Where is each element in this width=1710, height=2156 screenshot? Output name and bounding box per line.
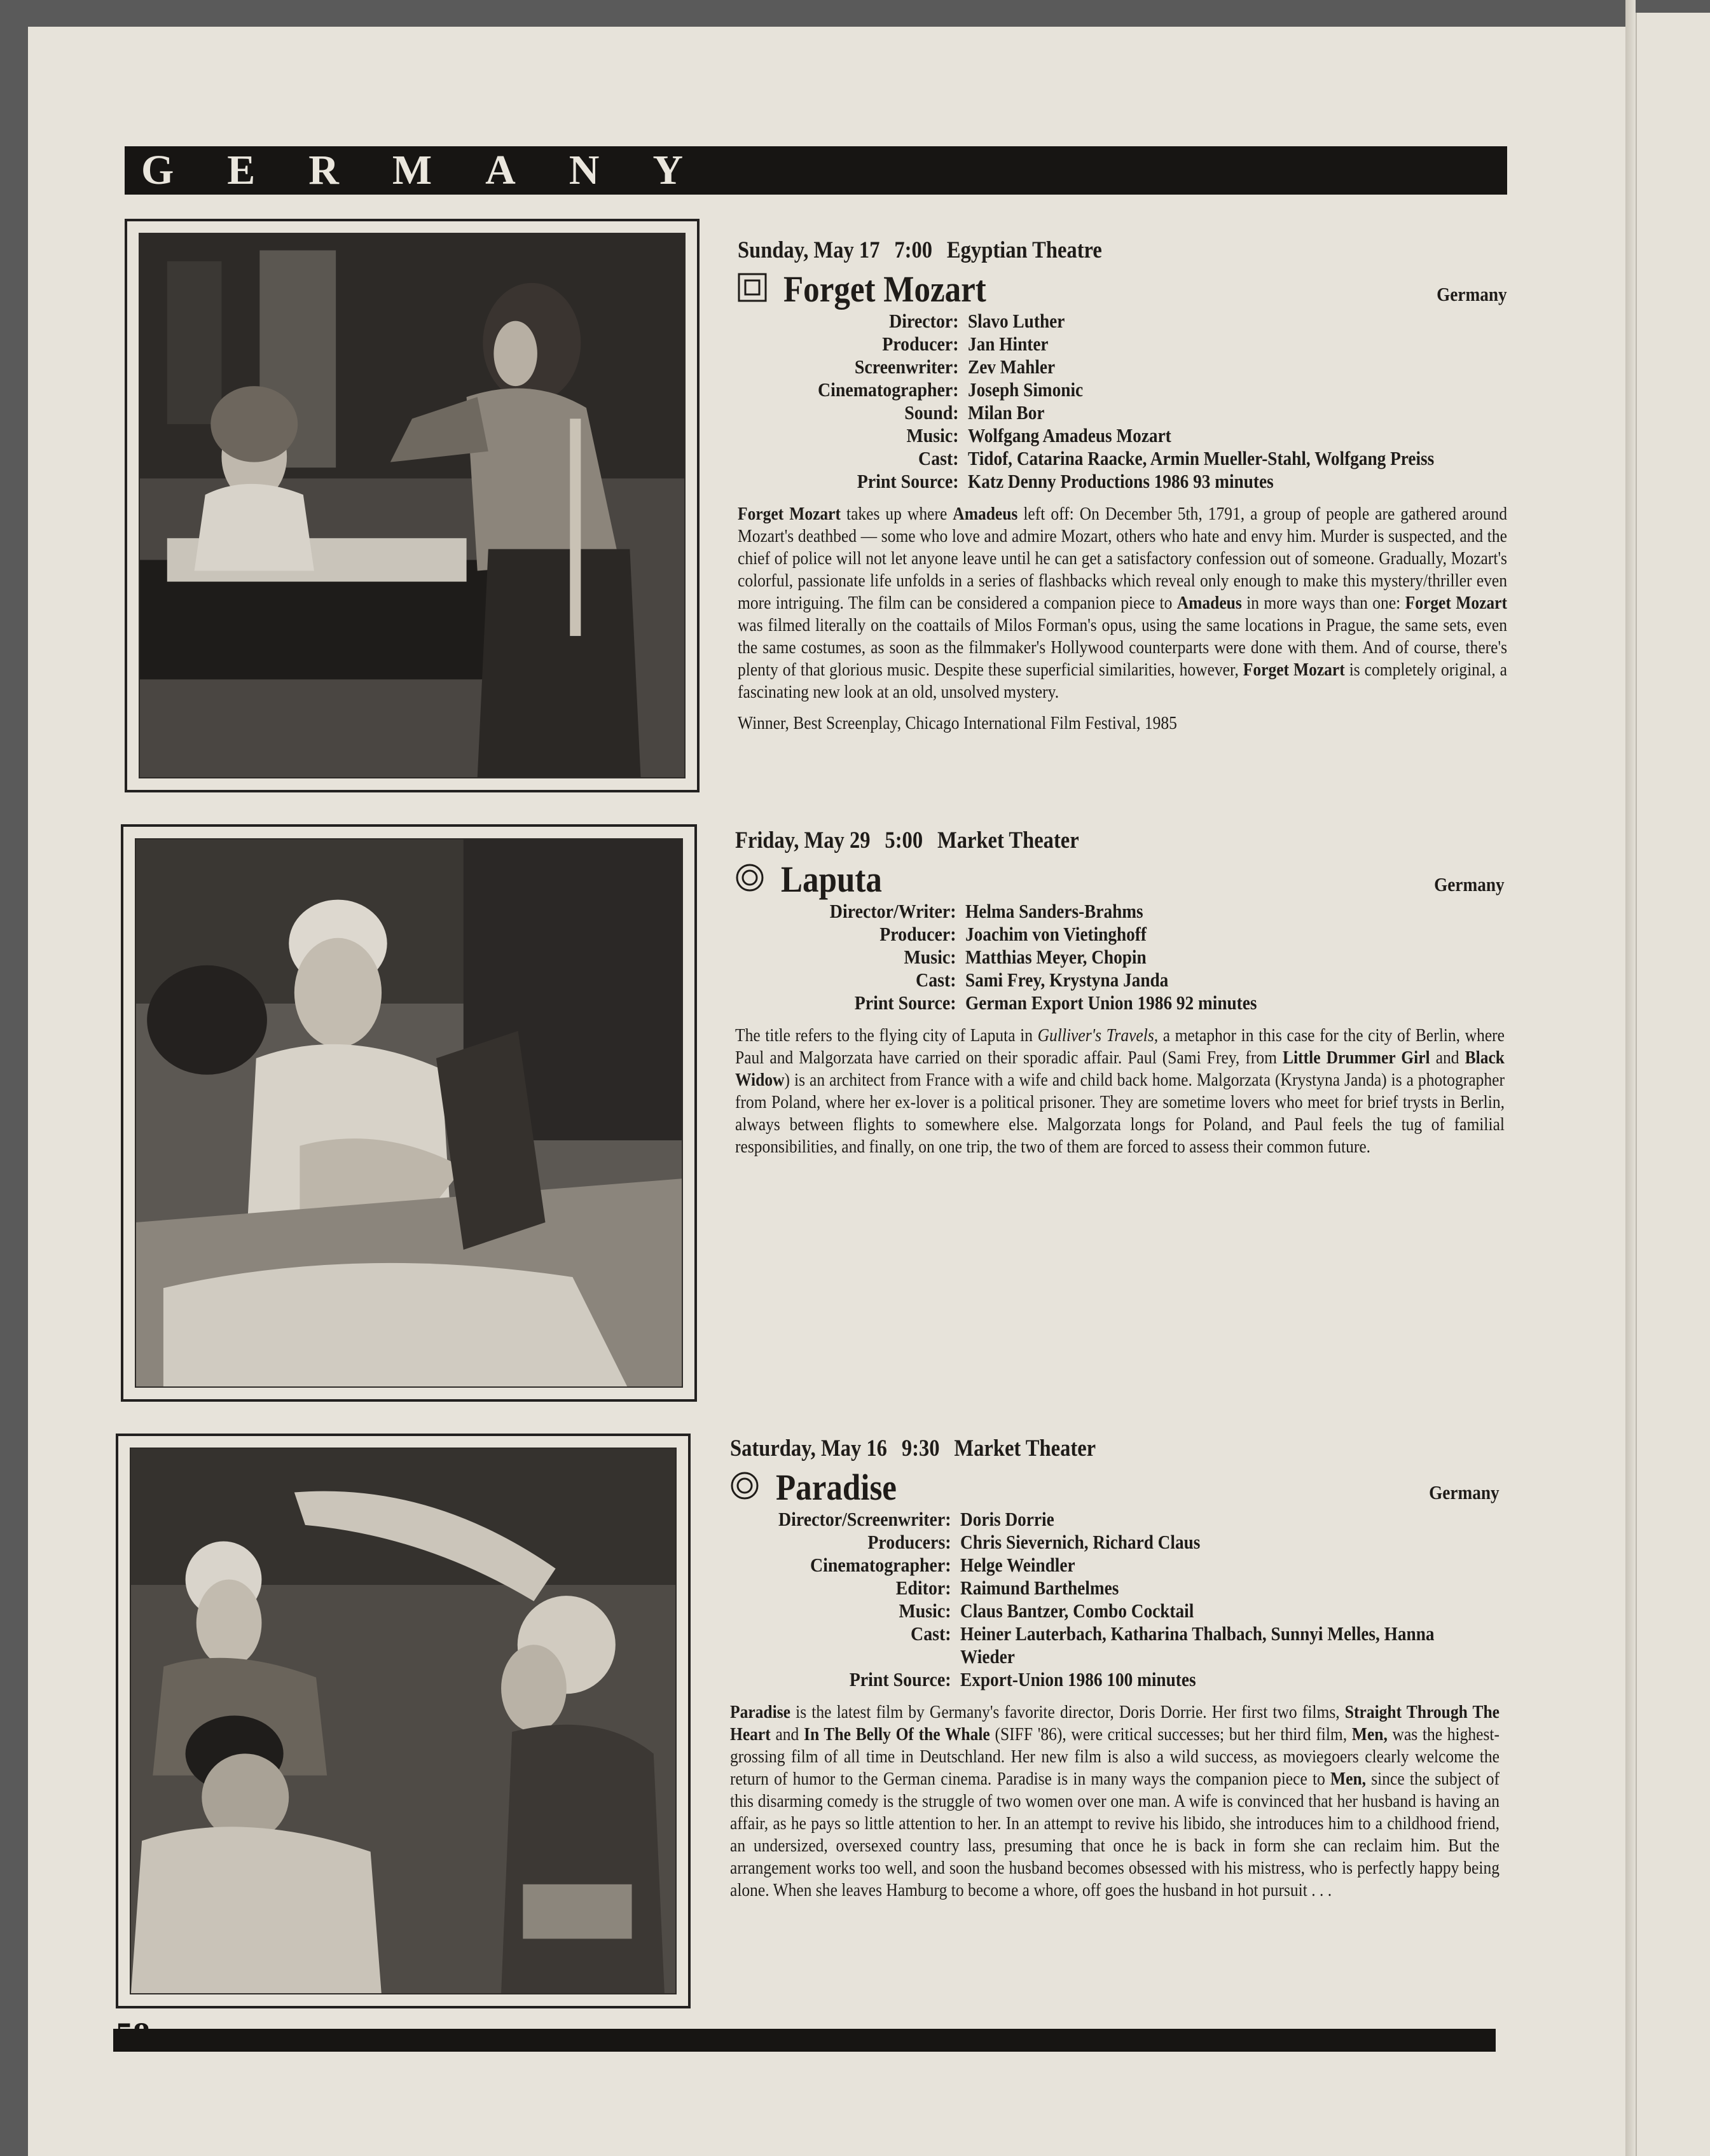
credit-names: Milan Bor: [968, 401, 1045, 424]
laputa-still: [135, 838, 683, 1388]
credit-role: Music:: [904, 946, 956, 968]
credit-names: German Export Union 1986 92 minutes: [965, 992, 1257, 1014]
credit-role: Print Source:: [849, 1668, 951, 1690]
country-letter: M: [392, 147, 434, 193]
credit-row: [735, 900, 1505, 923]
description-text: (SIFF '86), were critical successes; but her third film,: [989, 1724, 1352, 1745]
venue: Market Theater: [937, 827, 1079, 853]
credit-row: [738, 310, 1507, 333]
credit-names: Sami Frey, Krystyna Janda: [965, 969, 1169, 991]
showing-info: [730, 1435, 1407, 1462]
show-time: 7:00: [894, 237, 933, 263]
credit-role: Director/Writer:: [829, 900, 956, 922]
credit-names: Katz Denny Productions 1986 93 minutes: [968, 470, 1274, 492]
credits: [735, 900, 1505, 1014]
description-text: a metaphor in this case for the city of Berlin, where Paul and Malgorzata have carried on their sporadic affair. Paul (Sami Frey, from: [735, 1025, 1505, 1068]
show-time: 9:30: [901, 1435, 940, 1462]
country-letter: R: [308, 147, 340, 193]
credit-names: Helge Weindler: [960, 1554, 1075, 1576]
credit-names: Export-Union 1986 100 minutes: [960, 1668, 1196, 1690]
film-country: Germany: [1437, 283, 1507, 305]
credit-names: Heiner Lauterbach, Katharina Thalbach, Sunnyi Melles, Hanna Wieder: [960, 1622, 1435, 1668]
credit-names: Chris Sievernich, Richard Claus: [960, 1531, 1201, 1553]
credit-row: [730, 1600, 1500, 1622]
double-circle-badge-icon: [730, 1471, 759, 1500]
credit-row: [738, 401, 1507, 424]
credit-role: Print Source:: [857, 470, 959, 492]
credit-names: Doris Dorrie: [960, 1508, 1054, 1530]
credit-role: Producer:: [879, 923, 956, 945]
description-text: was filmed literally on the coattails of Milos Forman's opus, using the same locations in Prague, the same sets, even the same costumes, as soon as the filmmaker's Hollywood counterparts were done with them. And of course, there's plenty of that glorious music. Despite these superficial similarities, however,: [738, 615, 1507, 680]
description-text: ) is an architect from France with a wife and child back home. Malgorzata (Krystyna Janda) is a photographer from Poland, where her ex-lover is a political prisoner. They are sometime lovers who meet for brief trysts in Berlin, always between flights to somewhere else. Malgorzata longs for Poland, and Paul feels the tug of familial responsibilities, and finally, on one trip, the two of them are forced to assess their common future.: [735, 1070, 1505, 1157]
credit-role: Director:: [889, 310, 959, 332]
film-description: [738, 503, 1507, 703]
film-listing: [730, 1435, 1500, 1902]
credit-row: [738, 378, 1507, 401]
credit-row: [730, 1622, 1500, 1668]
country-letter: G: [141, 147, 176, 193]
description-text: is the latest film by Germany's favorite director, Doris Dorrie. Her first two films,: [790, 1702, 1345, 1722]
emphasized-title: Black Widow: [735, 1047, 1505, 1090]
film-still-frame: [116, 1434, 691, 2008]
paradise-still: [130, 1448, 677, 1994]
credit-names: Zev Mahler: [968, 356, 1056, 378]
description-text: left off: On December 5th, 1791, a group of people are gathered around Mozart's deathbed — some who love and admire Mozart, others who hate and envy him. Murder is suspected, and the chief of police will not let anyone leave until he can get a satisfactory confession out of someone. Gradually, Mozart's colorful, passionate life unfolds in a series of flashbacks which reveal only enough to make this mystery/thriller even more intriguing. The film can be considered a companion piece to: [738, 504, 1508, 613]
credit-row: [738, 356, 1507, 378]
description-text: in more ways than one:: [1241, 593, 1405, 613]
title-row: [735, 859, 1505, 900]
double-circle-badge-icon: [735, 863, 764, 892]
credit-names: Raimund Barthelmes: [960, 1577, 1119, 1599]
credit-names: Helma Sanders-Brahms: [965, 900, 1143, 922]
credit-names: Claus Bantzer, Combo Cocktail: [960, 1600, 1194, 1622]
credit-role: Cast:: [918, 447, 959, 469]
facing-page-edge: [1636, 13, 1710, 2156]
credits: [730, 1508, 1500, 1691]
credit-role: Cinematographer:: [810, 1554, 951, 1576]
emphasized-title: Little Drummer Girl: [1282, 1047, 1430, 1068]
film-country: Germany: [1429, 1481, 1500, 1503]
credit-row: [735, 946, 1505, 969]
description-text: is completely original, a fascinating new look at an old, unsolved mystery.: [738, 660, 1507, 702]
emphasized-title: Men,: [1351, 1724, 1388, 1745]
forget-mozart-still: [139, 233, 686, 778]
country-letter: N: [569, 147, 601, 193]
emphasized-title: Amadeus: [1176, 593, 1242, 613]
venue: Egyptian Theatre: [946, 237, 1102, 263]
credit-names: Jan Hinter: [968, 333, 1049, 355]
emphasized-title: Forget Mozart: [1243, 660, 1345, 680]
credit-names: Slavo Luther: [968, 310, 1065, 332]
award-note: Winner, Best Screenplay, Chicago International Film Festival, 1985: [738, 713, 1177, 733]
credit-role: Screenwriter:: [854, 356, 959, 378]
credit-row: [738, 333, 1507, 356]
credit-row: [730, 1577, 1500, 1600]
venue: Market Theater: [954, 1435, 1096, 1462]
credit-row: [735, 969, 1505, 992]
film-title: Forget Mozart: [783, 268, 986, 310]
credit-row: [738, 447, 1507, 470]
emphasized-title: Straight Through The Heart: [730, 1702, 1500, 1745]
film-description: [730, 1701, 1500, 1902]
credit-role: Cast:: [911, 1622, 951, 1645]
credit-role: Cinematographer:: [817, 378, 959, 401]
book-gutter: [1625, 0, 1636, 2156]
emphasized-title: Men,: [1330, 1769, 1367, 1789]
show-date: Friday, May 29: [735, 827, 871, 853]
description-text: takes up where: [841, 504, 953, 524]
country-letter: A: [485, 147, 517, 193]
square-badge-icon: [738, 273, 767, 302]
credit-role: Sound:: [904, 401, 959, 424]
italic-title: Gulliver's Travels,: [1037, 1025, 1159, 1046]
film-country: Germany: [1434, 873, 1505, 895]
credit-role: Producers:: [867, 1531, 951, 1553]
country-letter: E: [227, 147, 257, 193]
credit-role: Music:: [906, 424, 959, 446]
credit-role: Print Source:: [854, 992, 956, 1014]
film-still-image: [131, 1449, 675, 1993]
show-date: Sunday, May 17: [738, 237, 880, 263]
film-still-image: [136, 840, 682, 1386]
description-text: since the subject of this disarming comedy is the struggle of two women over one man. A wife is convinced that her husband is having an affair, as he pays so little attention to her. In an attempt to revive his libido, she introduces him to a childhood friend, an undersized, oversexed country lass, presuming that once he is back in form she can reclaim him. But the arrangement works too well, and soon the husband becomes obsessed with his mistress, who is perfectly happy being alone. When she leaves Hamburg to become a whore, off goes the husband in hot pursuit . . .: [730, 1769, 1500, 1900]
credit-role: Cast:: [916, 969, 956, 991]
showing-info: [738, 237, 1415, 264]
credit-row: [735, 923, 1505, 946]
emphasized-title: Amadeus: [953, 504, 1018, 524]
credit-role: Producer:: [882, 333, 959, 355]
film-listing: [738, 237, 1507, 735]
film-listing: [735, 827, 1505, 1158]
emphasized-title: Forget Mozart: [738, 504, 841, 524]
emphasized-title: Paradise: [730, 1702, 790, 1722]
description-text: and: [1430, 1047, 1465, 1068]
credit-row: [735, 992, 1505, 1014]
film-still-frame: [125, 219, 700, 792]
credit-role: Editor:: [895, 1577, 951, 1599]
credit-names: Matthias Meyer, Chopin: [965, 946, 1147, 968]
country-letter: Y: [652, 147, 684, 193]
credit-row: [738, 470, 1507, 493]
show-date: Saturday, May 16: [730, 1435, 887, 1462]
footer-bar: [113, 2029, 1496, 2052]
description-text: and: [770, 1724, 804, 1745]
film-title: Laputa: [781, 859, 882, 900]
film-still-image: [140, 234, 684, 777]
show-time: 5:00: [885, 827, 923, 853]
credit-names: Wolfgang Amadeus Mozart: [968, 424, 1171, 446]
film-description: [735, 1025, 1505, 1158]
country-heading: [125, 146, 691, 195]
credit-names: Joachim von Vietinghoff: [965, 923, 1147, 945]
credit-role: Music:: [899, 1600, 951, 1622]
credit-row: [730, 1531, 1500, 1554]
credits: [738, 310, 1507, 493]
description-text: was the highest-grossing film of all time in Deutschland. Her new film is also a wild success, as moviegoers clearly welcome the return of humor to the German cinema. Paradise is in many ways the companion piece to: [730, 1724, 1500, 1789]
film-still-frame: [121, 824, 697, 1402]
emphasized-title: Forget Mozart: [1405, 593, 1507, 613]
title-row: [730, 1467, 1500, 1508]
credit-row: [730, 1668, 1500, 1691]
title-row: [738, 269, 1507, 310]
showing-info: [735, 827, 1412, 854]
description-text: The title refers to the flying city of Laputa in: [735, 1025, 1038, 1046]
credit-row: [730, 1508, 1500, 1531]
emphasized-title: In The Belly Of the Whale: [804, 1724, 990, 1745]
credit-role: Director/Screenwriter:: [778, 1508, 951, 1530]
credit-row: [730, 1554, 1500, 1577]
credit-names: Joseph Simonic: [968, 378, 1084, 401]
film-title: Paradise: [776, 1467, 897, 1508]
country-header-bar: [125, 146, 1507, 195]
credit-row: [738, 424, 1507, 447]
credit-names: Tidof, Catarina Raacke, Armin Mueller-Stahl, Wolfgang Preiss: [968, 447, 1435, 469]
